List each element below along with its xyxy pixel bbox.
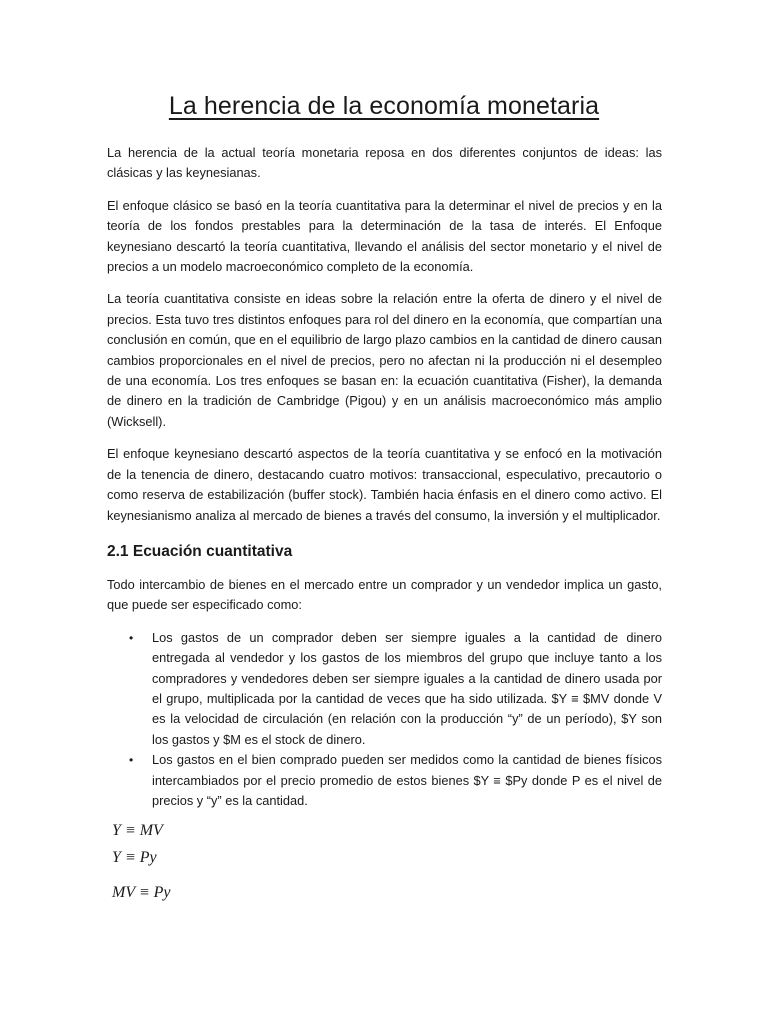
bullet-icon: • xyxy=(129,753,134,768)
formula-3: MV ≡ Py xyxy=(112,884,171,901)
page-title: La herencia de la economía monetaria xyxy=(168,92,600,120)
bullet-icon: • xyxy=(129,630,134,645)
list-item xyxy=(107,628,662,750)
formula-2: Y ≡ Py xyxy=(112,849,157,866)
formula-block xyxy=(112,817,170,906)
formula-1: Y ≡ MV xyxy=(112,822,163,839)
section-intro: Todo intercambio de bienes en el mercado entre un comprador y un vendedor implica un gasto, que puede ser especificado como: xyxy=(107,576,662,613)
document-body xyxy=(107,143,662,825)
paragraph-2: El enfoque clásico se basó en la teoría cuantitativa para la determinar el nivel de precios y en la teoría de los fondos prestables para la determinación de la tasa de interés. El Enfoque keynesiano descartó la teoría cuantitativa, llevando el análisis del sector monetario y el nivel de precios a un modelo macroeconómico completo de la economía. xyxy=(107,197,662,275)
paragraph-3: La teoría cuantitativa consiste en ideas sobre la relación entre la oferta de dinero y el nivel de precios. Esta tuvo tres distintos enfoques para rol del dinero en la economía, que compartían una conclusión en común, que en el equilibrio de largo plazo cambios en la cantidad de dinero causan cambios proporcionales en el nivel de precios, pero no afectan ni la producción ni el desempleo de una economía. Los tres enfoques se basan en: la ecuación cuantitativa (Fisher), la demanda de dinero en la tradición de Cambridge (Pigou) y en un análisis macroeconómico más amplio (Wicksell). xyxy=(107,291,662,429)
bullet-text: Los gastos en el bien comprado pueden ser medidos como la cantidad de bienes físicos intercambiados por el precio promedio de estos bienes $Y ≡ $Py donde P es el nivel de precios y “y” es la cantidad. xyxy=(152,752,662,808)
paragraph-4: El enfoque keynesiano descartó aspectos de la teoría cuantitativa y se enfocó en la motivación de la tenencia de dinero, destacando cuatro motivos: transaccional, especulativo, precautorio o como reserva de estabilización (buffer stock). También hacia énfasis en el dinero como activo. El keynesianismo analiza al mercado de bienes a través del consumo, la inversión y el multiplicador. xyxy=(107,446,662,523)
bullet-text: Los gastos de un comprador deben ser siempre iguales a la cantidad de dinero entregada al vendedor y los gastos de los miembros del grupo que incluye tanto a los compradores y vendedores deben ser siempre iguales a la cantidad de dinero usada por el grupo, multiplicada por la cantidad de veces que ha sido utilizada. $Y ≡ $MV donde V es la velocidad de circulación (en relación con la producción “y” de un período), $Y son los gastos y $M es el stock de dinero. xyxy=(152,629,662,747)
bullet-list xyxy=(107,628,662,812)
list-item xyxy=(107,750,662,811)
section-heading: 2.1 Ecuación cuantitativa xyxy=(107,542,293,560)
paragraph-1: La herencia de la actual teoría monetaria reposa en dos diferentes conjuntos de ideas: las clásicas y las keynesianas. xyxy=(107,145,662,181)
